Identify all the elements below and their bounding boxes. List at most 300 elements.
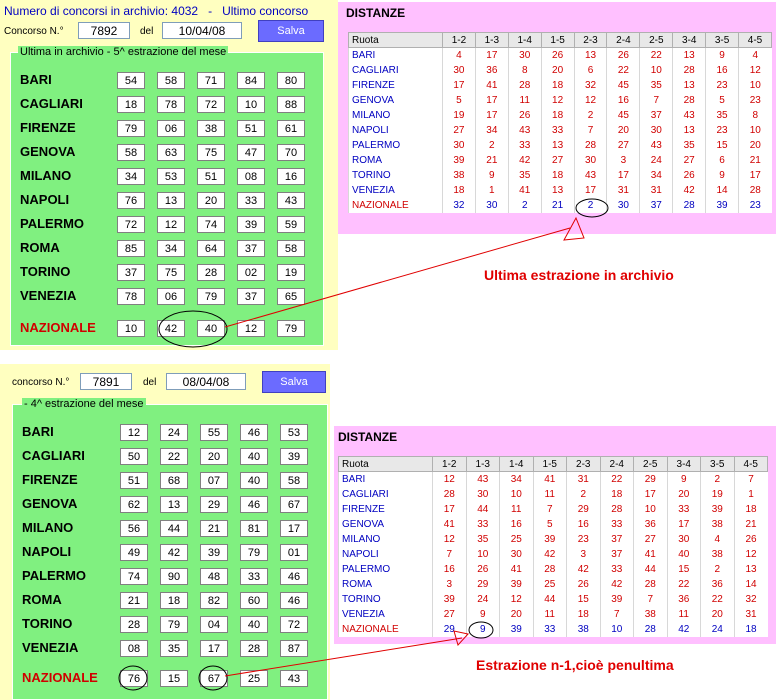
bottom-table-cell: 12	[433, 532, 467, 547]
top-number-field[interactable]: 06	[157, 120, 185, 137]
bottom-table-cell: 29	[567, 502, 601, 517]
top-table-cell: 8	[739, 108, 772, 123]
bottom-table-cell: 16	[433, 562, 467, 577]
bottom-number-field[interactable]: 58	[280, 472, 308, 489]
top-number-field[interactable]: 38	[197, 120, 225, 137]
bottom-number-field[interactable]: 04	[200, 616, 228, 633]
top-table-cell: 37	[640, 198, 673, 213]
top-number-field[interactable]: 51	[197, 168, 225, 185]
top-number-field[interactable]: 71	[197, 72, 225, 89]
top-table-cell: 26	[607, 48, 640, 64]
bottom-table-cell: 39	[600, 592, 634, 607]
top-table-cell: 17	[574, 183, 607, 198]
bottom-table-cell: 9	[466, 607, 500, 622]
top-number-field[interactable]: 34	[157, 240, 185, 257]
top-number-field[interactable]: 58	[277, 240, 305, 257]
bottom-number-field[interactable]: 49	[120, 544, 148, 561]
bottom-table-cell: 2	[701, 562, 735, 577]
bottom-table-cell: 25	[533, 577, 567, 592]
bottom-number-field[interactable]: 29	[200, 496, 228, 513]
bottom-city-label: TORINO	[22, 616, 73, 631]
top-table-cell: 12	[541, 93, 574, 108]
top-table-cell: 3	[607, 153, 640, 168]
top-number-field[interactable]: 78	[157, 96, 185, 113]
top-del-label: del	[140, 26, 154, 37]
top-concorso-input[interactable]: 7892	[78, 22, 130, 39]
bottom-number-field[interactable]: 50	[120, 448, 148, 465]
bottom-number-field[interactable]: 76	[120, 670, 148, 687]
top-save-button[interactable]: Salva	[258, 20, 324, 42]
bottom-number-field[interactable]: 28	[120, 616, 148, 633]
bottom-table-cell: 18	[567, 607, 601, 622]
bottom-number-field[interactable]: 72	[280, 616, 308, 633]
top-table-header: 1-3	[475, 33, 508, 48]
bottom-table-cell: 32	[734, 592, 768, 607]
bottom-table-header: 1-3	[466, 457, 500, 472]
top-table-cell: 17	[475, 93, 508, 108]
bottom-table-cell: 42	[667, 622, 701, 637]
top-number-field[interactable]: 28	[197, 264, 225, 281]
top-number-field[interactable]: 39	[237, 216, 265, 233]
top-table-cell: 24	[640, 153, 673, 168]
bottom-number-field[interactable]: 35	[160, 640, 188, 657]
top-table-cell: 9	[475, 168, 508, 183]
bottom-number-field[interactable]: 20	[200, 448, 228, 465]
top-table-cell: 43	[640, 138, 673, 153]
bottom-table-cell: 38	[634, 607, 668, 622]
bottom-table-cell: 39	[500, 577, 534, 592]
top-table-cell: 16	[607, 93, 640, 108]
bottom-table-header: 2-4	[600, 457, 634, 472]
top-table-cell: 22	[607, 63, 640, 78]
top-table-cell: 30	[475, 198, 508, 213]
top-number-field[interactable]: 20	[197, 192, 225, 209]
top-table-cell: 1	[475, 183, 508, 198]
bottom-number-field[interactable]: 08	[120, 640, 148, 657]
top-table-cell: 28	[673, 93, 706, 108]
bottom-table-cell: 44	[533, 592, 567, 607]
top-table-ruota-cell: NAZIONALE	[349, 198, 443, 213]
top-table-cell: 6	[574, 63, 607, 78]
bottom-table-cell: 42	[533, 547, 567, 562]
top-number-field[interactable]: 70	[277, 144, 305, 161]
top-number-field[interactable]: 10	[237, 96, 265, 113]
top-table-cell: 28	[739, 183, 772, 198]
bottom-number-field[interactable]: 56	[120, 520, 148, 537]
bottom-table-cell: 10	[466, 547, 500, 562]
bottom-number-field[interactable]: 90	[160, 568, 188, 585]
bottom-table-cell: 26	[734, 532, 768, 547]
top-number-field[interactable]: 79	[117, 120, 145, 137]
bottom-number-field[interactable]: 51	[120, 472, 148, 489]
bottom-number-field[interactable]: 33	[240, 568, 268, 585]
top-city-label: VENEZIA	[20, 288, 77, 303]
bottom-number-field[interactable]: 12	[120, 424, 148, 441]
top-table-cell: 12	[574, 93, 607, 108]
bottom-table-cell: 29	[466, 577, 500, 592]
bottom-number-field[interactable]: 46	[240, 424, 268, 441]
bottom-city-label: CAGLIARI	[22, 448, 85, 463]
top-table-cell: 28	[673, 63, 706, 78]
top-number-field[interactable]: 43	[277, 192, 305, 209]
bottom-number-field[interactable]: 67	[200, 670, 228, 687]
top-table-ruota-cell: TORINO	[349, 168, 443, 183]
bottom-number-field[interactable]: 79	[240, 544, 268, 561]
bottom-table-cell: 12	[734, 547, 768, 562]
top-table-cell: 17	[739, 168, 772, 183]
top-annotation: Ultima estrazione in archivio	[484, 267, 674, 283]
top-table-cell: 20	[739, 138, 772, 153]
top-number-field[interactable]: 37	[237, 240, 265, 257]
bottom-table-header: 4-5	[734, 457, 768, 472]
top-table-cell: 42	[673, 183, 706, 198]
bottom-city-label: NAPOLI	[22, 544, 72, 559]
bottom-number-field[interactable]: 17	[200, 640, 228, 657]
top-table-cell: 23	[739, 198, 772, 213]
bottom-table-cell: 2	[701, 472, 735, 488]
top-number-field[interactable]: 76	[117, 192, 145, 209]
bottom-table-cell: 24	[701, 622, 735, 637]
top-table-cell: 9	[706, 48, 739, 64]
bottom-table-cell: 30	[466, 487, 500, 502]
top-table-ruota-cell: CAGLIARI	[349, 63, 443, 78]
top-number-field[interactable]: 65	[277, 288, 305, 305]
top-table-cell: 43	[574, 168, 607, 183]
bottom-number-field[interactable]: 17	[280, 520, 308, 537]
bottom-number-field[interactable]: 67	[280, 496, 308, 513]
top-table-cell: 10	[640, 63, 673, 78]
top-table-cell: 18	[541, 168, 574, 183]
bottom-table-cell: 4	[701, 532, 735, 547]
top-group-title: Ultima in archivio - 5^ estrazione del mese	[20, 46, 227, 58]
top-table-cell: 17	[475, 48, 508, 64]
top-table-cell: 13	[541, 183, 574, 198]
top-table-cell: 31	[607, 183, 640, 198]
bottom-number-field[interactable]: 46	[280, 568, 308, 585]
bottom-table-header: Ruota	[339, 457, 433, 472]
bottom-number-field[interactable]: 39	[200, 544, 228, 561]
top-nazionale-circle	[159, 311, 227, 347]
top-table-cell: 2	[508, 198, 541, 213]
top-table-cell: 36	[475, 63, 508, 78]
top-number-field[interactable]: 34	[117, 168, 145, 185]
bottom-table-cell: 33	[667, 502, 701, 517]
bottom-table-cell: 14	[734, 577, 768, 592]
bottom-number-field[interactable]: 55	[200, 424, 228, 441]
top-table-cell: 33	[541, 123, 574, 138]
top-table-header: 2-5	[640, 33, 673, 48]
top-table-cell: 39	[443, 153, 476, 168]
bottom-nazionale-label: NAZIONALE	[22, 670, 98, 685]
top-table-cell: 19	[443, 108, 476, 123]
bottom-number-field[interactable]: 22	[160, 448, 188, 465]
bottom-number-field[interactable]: 42	[160, 544, 188, 561]
bottom-number-field[interactable]: 24	[160, 424, 188, 441]
bottom-number-field[interactable]: 44	[160, 520, 188, 537]
bottom-date-input[interactable]: 08/04/08	[166, 373, 246, 390]
bottom-number-field[interactable]: 68	[160, 472, 188, 489]
bottom-save-button[interactable]: Salva	[262, 371, 326, 393]
bottom-table-cell: 41	[500, 562, 534, 577]
top-number-field[interactable]: 37	[117, 264, 145, 281]
top-table-cell: 37	[640, 108, 673, 123]
bottom-table-cell: 20	[667, 487, 701, 502]
top-table-ruota-cell: GENOVA	[349, 93, 443, 108]
top-number-field[interactable]: 88	[277, 96, 305, 113]
top-concorso-label: Concorso N.°	[4, 26, 64, 37]
bottom-table-cell: 36	[634, 517, 668, 532]
bottom-table-cell: 10	[500, 487, 534, 502]
top-table-cell: 17	[475, 108, 508, 123]
bottom-table-cell: 39	[533, 532, 567, 547]
top-number-field[interactable]: 75	[197, 144, 225, 161]
bottom-table-cell: 33	[600, 517, 634, 532]
top-table-header: 2-4	[607, 33, 640, 48]
bottom-table-cell: 20	[500, 607, 534, 622]
top-number-field[interactable]: 10	[117, 320, 145, 337]
top-number-field[interactable]: 18	[117, 96, 145, 113]
bottom-table-cell: 43	[466, 472, 500, 488]
bottom-number-field[interactable]: 15	[160, 670, 188, 687]
bottom-table-cell: 36	[701, 577, 735, 592]
bottom-city-label: FIRENZE	[22, 472, 78, 487]
bottom-table-header: 3-4	[667, 457, 701, 472]
bottom-table-header: 2-3	[567, 457, 601, 472]
top-number-field[interactable]: 58	[157, 72, 185, 89]
bottom-table-ruota-cell: BARI	[339, 472, 433, 488]
top-number-field[interactable]: 61	[277, 120, 305, 137]
bottom-table-cell: 22	[667, 577, 701, 592]
top-number-field[interactable]: 64	[197, 240, 225, 257]
bottom-number-field[interactable]: 39	[280, 448, 308, 465]
bottom-table-cell: 42	[600, 577, 634, 592]
bottom-table-header: 1-2	[433, 457, 467, 472]
bottom-table-cell: 27	[433, 607, 467, 622]
top-number-field[interactable]: 12	[157, 216, 185, 233]
bottom-concorso-input[interactable]: 7891	[80, 373, 132, 390]
top-table-cell: 27	[541, 153, 574, 168]
top-table-cell: 13	[673, 78, 706, 93]
bottom-table-cell: 29	[433, 622, 467, 637]
top-table-header: 3-4	[673, 33, 706, 48]
bottom-number-field[interactable]: 43	[280, 670, 308, 687]
top-table-cell: 21	[739, 153, 772, 168]
top-table-cell: 35	[640, 78, 673, 93]
bottom-number-field[interactable]: 53	[280, 424, 308, 441]
bottom-city-label: GENOVA	[22, 496, 78, 511]
bottom-number-field[interactable]: 13	[160, 496, 188, 513]
top-number-field[interactable]: 02	[237, 264, 265, 281]
bottom-number-field[interactable]: 07	[200, 472, 228, 489]
bottom-table-cell: 31	[734, 607, 768, 622]
bottom-table-cell: 3	[567, 547, 601, 562]
top-number-field[interactable]: 42	[157, 320, 185, 337]
top-number-field[interactable]: 80	[277, 72, 305, 89]
bottom-table-cell: 38	[701, 517, 735, 532]
bottom-number-field[interactable]: 82	[200, 592, 228, 609]
top-table-cell: 28	[574, 138, 607, 153]
bottom-table-cell: 20	[701, 607, 735, 622]
bottom-number-field[interactable]: 74	[120, 568, 148, 585]
top-table-cell: 13	[673, 48, 706, 64]
bottom-table-cell: 29	[634, 472, 668, 488]
top-number-field[interactable]: 74	[197, 216, 225, 233]
top-table-cell: 39	[706, 198, 739, 213]
bottom-table-cell: 9	[466, 622, 500, 637]
top-number-field[interactable]: 79	[197, 288, 225, 305]
bottom-number-field[interactable]: 40	[240, 448, 268, 465]
top-table-cell: 34	[640, 168, 673, 183]
bottom-number-field[interactable]: 46	[240, 496, 268, 513]
bottom-table-cell: 37	[600, 547, 634, 562]
top-table-cell: 45	[607, 78, 640, 93]
top-number-field[interactable]: 12	[237, 320, 265, 337]
top-table-cell: 30	[574, 153, 607, 168]
bottom-number-field[interactable]: 18	[160, 592, 188, 609]
top-table-cell: 15	[706, 138, 739, 153]
bottom-table-ruota-cell: FIRENZE	[339, 502, 433, 517]
top-city-label: ROMA	[20, 240, 60, 255]
bottom-table-cell: 11	[667, 607, 701, 622]
top-table-cell: 30	[640, 123, 673, 138]
top-table-cell: 2	[574, 108, 607, 123]
bottom-table-cell: 25	[500, 532, 534, 547]
bottom-concorso-label: concorso N.°	[12, 377, 70, 388]
top-table-ruota-cell: BARI	[349, 48, 443, 64]
bottom-number-field[interactable]: 87	[280, 640, 308, 657]
top-number-field[interactable]: 63	[157, 144, 185, 161]
top-table-cell: 10	[739, 123, 772, 138]
top-table-ruota-cell: MILANO	[349, 108, 443, 123]
top-number-field[interactable]: 75	[157, 264, 185, 281]
bottom-table-cell: 44	[466, 502, 500, 517]
bottom-table-header: 3-5	[701, 457, 735, 472]
bottom-table-cell: 9	[667, 472, 701, 488]
bottom-number-field[interactable]: 21	[200, 520, 228, 537]
top-number-field[interactable]: 16	[277, 168, 305, 185]
top-number-field[interactable]: 79	[277, 320, 305, 337]
top-number-field[interactable]: 33	[237, 192, 265, 209]
bottom-number-field[interactable]: 60	[240, 592, 268, 609]
top-table-header: Ruota	[349, 33, 443, 48]
top-table-cell: 5	[706, 93, 739, 108]
top-table-cell: 35	[673, 138, 706, 153]
top-number-field[interactable]: 47	[237, 144, 265, 161]
top-number-field[interactable]: 84	[237, 72, 265, 89]
bottom-table-cell: 40	[667, 547, 701, 562]
top-number-field[interactable]: 78	[117, 288, 145, 305]
top-table-cell: 21	[541, 198, 574, 213]
bottom-number-field[interactable]: 01	[280, 544, 308, 561]
bottom-table-cell: 21	[734, 517, 768, 532]
top-table-cell: 27	[443, 123, 476, 138]
bottom-arrow-line	[225, 638, 462, 676]
bottom-number-field[interactable]: 79	[160, 616, 188, 633]
bottom-number-field[interactable]: 62	[120, 496, 148, 513]
top-date-input[interactable]: 10/04/08	[162, 22, 242, 39]
bottom-table-cell: 12	[500, 592, 534, 607]
bottom-city-label: BARI	[22, 424, 54, 439]
top-number-field[interactable]: 85	[117, 240, 145, 257]
top-table-cell: 13	[574, 48, 607, 64]
top-table-cell: 32	[443, 198, 476, 213]
top-table-cell: 35	[706, 108, 739, 123]
top-number-field[interactable]: 37	[237, 288, 265, 305]
top-number-field[interactable]: 72	[117, 216, 145, 233]
bottom-number-field[interactable]: 40	[240, 616, 268, 633]
top-number-field[interactable]: 08	[237, 168, 265, 185]
bottom-distanze-title: DISTANZE	[338, 430, 398, 444]
bottom-table-cell: 39	[500, 622, 534, 637]
bottom-annotation: Estrazione n-1,cioè penultima	[476, 657, 674, 673]
top-table-cell: 23	[706, 78, 739, 93]
top-city-label: NAPOLI	[20, 192, 70, 207]
bottom-table-cell: 31	[567, 472, 601, 488]
top-table-cell: 13	[673, 123, 706, 138]
top-table-cell: 43	[508, 123, 541, 138]
bottom-table-cell: 11	[533, 487, 567, 502]
top-number-field[interactable]: 58	[117, 144, 145, 161]
top-table-cell: 23	[706, 123, 739, 138]
bottom-city-label: ROMA	[22, 592, 62, 607]
bottom-number-field[interactable]: 28	[240, 640, 268, 657]
bottom-table-cell: 12	[433, 472, 467, 488]
bottom-number-field[interactable]: 40	[240, 472, 268, 489]
bottom-distance-circle	[469, 622, 493, 638]
bottom-table-cell: 39	[433, 592, 467, 607]
bottom-number-field[interactable]: 25	[240, 670, 268, 687]
top-table-cell: 27	[673, 153, 706, 168]
bottom-table-cell: 28	[634, 622, 668, 637]
bottom-city-label: MILANO	[22, 520, 74, 535]
bottom-table-cell: 28	[533, 562, 567, 577]
top-number-field[interactable]: 59	[277, 216, 305, 233]
bottom-number-field[interactable]: 81	[240, 520, 268, 537]
bottom-table-cell: 38	[701, 547, 735, 562]
bottom-number-field[interactable]: 21	[120, 592, 148, 609]
bottom-table-ruota-cell: NAPOLI	[339, 547, 433, 562]
top-number-field[interactable]: 54	[117, 72, 145, 89]
bottom-number-field[interactable]: 48	[200, 568, 228, 585]
top-number-field[interactable]: 19	[277, 264, 305, 281]
top-table-cell: 2	[475, 138, 508, 153]
bottom-table-cell: 28	[433, 487, 467, 502]
bottom-table-cell: 7	[634, 592, 668, 607]
bottom-number-field[interactable]: 46	[280, 592, 308, 609]
top-number-field[interactable]: 06	[157, 288, 185, 305]
bottom-table-cell: 7	[734, 472, 768, 488]
top-table-cell: 38	[443, 168, 476, 183]
top-number-field[interactable]: 72	[197, 96, 225, 113]
top-table-cell: 11	[508, 93, 541, 108]
top-table-cell: 18	[541, 108, 574, 123]
bottom-table-cell: 41	[634, 547, 668, 562]
top-city-label: GENOVA	[20, 144, 76, 159]
top-number-field[interactable]: 51	[237, 120, 265, 137]
top-table-cell: 7	[574, 123, 607, 138]
top-table-cell: 30	[607, 198, 640, 213]
top-number-field[interactable]: 53	[157, 168, 185, 185]
top-table-header: 4-5	[739, 33, 772, 48]
top-number-field[interactable]: 13	[157, 192, 185, 209]
top-table-cell: 5	[443, 93, 476, 108]
bottom-table-cell: 17	[433, 502, 467, 517]
top-distance-circle	[576, 199, 608, 217]
top-table-cell: 33	[508, 138, 541, 153]
top-table-ruota-cell: VENEZIA	[349, 183, 443, 198]
top-table-cell: 41	[475, 78, 508, 93]
top-number-field[interactable]: 40	[197, 320, 225, 337]
